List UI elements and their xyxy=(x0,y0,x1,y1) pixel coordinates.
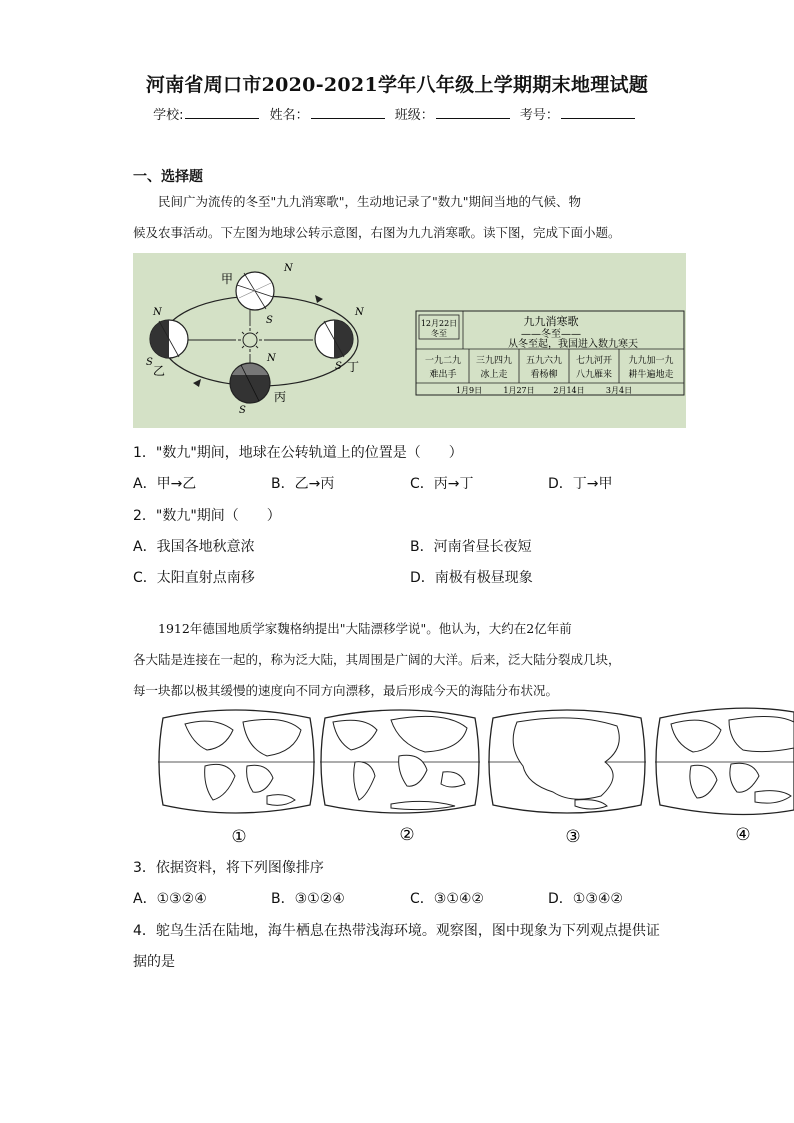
class-blank[interactable] xyxy=(436,106,510,119)
question-2-stem: 2．"数九"期间（ ） xyxy=(133,508,281,524)
q1-option-c[interactable]: C．丙→丁 xyxy=(410,476,474,492)
song-cell-top: 九九加一九 xyxy=(628,356,674,366)
song-line: 从冬至起，我国进入数九寒天 xyxy=(508,339,638,350)
position-label-jia: 甲 xyxy=(221,272,234,286)
continental-drift-maps xyxy=(155,700,794,850)
pole-n: N xyxy=(267,353,276,364)
orbit-and-song-figure xyxy=(133,253,686,428)
map-label-4: ④ xyxy=(735,825,751,845)
pole-n: N xyxy=(355,307,364,318)
date-box-date: 12月22日 xyxy=(420,319,458,328)
name-label: 姓名： xyxy=(269,108,309,123)
q2-option-c[interactable]: C．太阳直射点南移 xyxy=(133,570,255,586)
q3-option-d[interactable]: D．①③④② xyxy=(548,891,623,907)
sun-icon xyxy=(238,328,262,352)
passage-1 xyxy=(133,186,681,248)
student-info-line xyxy=(0,104,794,123)
pole-s: S xyxy=(335,361,342,372)
passage-2 xyxy=(133,613,681,706)
question-1-stem: 1．"数九"期间，地球在公转轨道上的位置是（ ） xyxy=(133,445,463,461)
song-cell-bottom: 耕牛遍地走 xyxy=(628,370,674,380)
q2-option-a[interactable]: A．我国各地秋意浓 xyxy=(133,539,255,555)
map-label-3: ③ xyxy=(565,827,581,847)
song-cell-top: 三九四九 xyxy=(475,356,513,366)
passage-2-line: 每一块都以极其缓慢的速度向不同方向漂移，最后形成今天的海陆分布状况。 xyxy=(133,683,559,698)
date-box-label: 冬至 xyxy=(431,329,447,338)
song-cell-top: 五九六九 xyxy=(525,356,563,366)
pole-n: N xyxy=(153,307,162,318)
school-blank[interactable] xyxy=(185,106,259,119)
song-cell-bottom: 看杨柳 xyxy=(530,370,558,380)
question-3-stem: 3．依据资料，将下列图像排序 xyxy=(133,860,324,876)
song-title: 九九消寒歌 xyxy=(523,315,579,328)
song-cell-top: 一九二九 xyxy=(424,356,462,366)
q1-option-d[interactable]: D．丁→甲 xyxy=(548,476,613,492)
number-label: 考号： xyxy=(519,108,559,123)
song-cell-bottom: 八九雁来 xyxy=(575,370,613,380)
song-table xyxy=(416,311,684,395)
q2-option-d[interactable]: D．南极有极昼现象 xyxy=(410,570,533,586)
maps-svg xyxy=(155,700,794,850)
q1-option-a[interactable]: A．甲→乙 xyxy=(133,476,197,492)
passage-2-line: 1912年德国地质学家魏格纳提出"大陆漂移学说"。他认为，大约在2亿年前 xyxy=(158,621,572,636)
globe-yi xyxy=(150,320,188,358)
q3-option-a[interactable]: A．①③②④ xyxy=(133,891,207,907)
orbit-diagram xyxy=(133,253,686,428)
position-label-ding: 丁 xyxy=(347,360,360,374)
q2-option-b[interactable]: B．河南省昼长夜短 xyxy=(410,539,532,555)
number-blank[interactable] xyxy=(561,106,635,119)
map-label-1: ① xyxy=(231,827,247,847)
passage-1-line: 民间广为流传的冬至"九九消寒歌"，生动地记录了"数九"期间当地的气候、物 xyxy=(158,194,581,209)
song-cell-top: 七九河开 xyxy=(575,356,613,366)
position-label-yi: 乙 xyxy=(153,364,166,378)
pole-s: S xyxy=(239,405,246,416)
section-heading: 一、选择题 xyxy=(133,169,203,185)
name-blank[interactable] xyxy=(311,106,385,119)
pole-s: S xyxy=(266,315,273,326)
song-date: 1月27日 xyxy=(503,386,535,395)
position-label-bing: 丙 xyxy=(274,390,287,404)
passage-1-line: 候及农事活动。下左图为地球公转示意图，右图为九九消寒歌。读下图，完成下面小题。 xyxy=(133,225,621,240)
song-date: 3月4日 xyxy=(605,386,633,395)
q1-option-b[interactable]: B．乙→丙 xyxy=(271,476,335,492)
q3-option-b[interactable]: B．③①②④ xyxy=(271,891,345,907)
q3-option-c[interactable]: C．③①④② xyxy=(410,891,484,907)
question-4-stem-line1: 4．鸵鸟生活在陆地，海牛栖息在热带浅海环境。观察图，图中现象为下列观点提供证 xyxy=(133,923,660,939)
map-label-2: ② xyxy=(399,825,415,845)
song-date: 1月9日 xyxy=(455,386,483,395)
pole-n: N xyxy=(284,263,293,274)
song-cell-bottom: 难出手 xyxy=(429,370,457,380)
pole-s: S xyxy=(146,357,153,368)
song-cell-bottom: 冰上走 xyxy=(480,370,508,380)
page-title: 河南省周口市2020-2021学年八年级上学期期末地理试题 xyxy=(145,74,649,96)
school-label: 学校: xyxy=(153,108,184,123)
globe-ding xyxy=(315,320,353,358)
globe-bing xyxy=(230,363,270,403)
song-date: 2月14日 xyxy=(553,386,585,395)
song-subtitle: ——冬至—— xyxy=(521,329,581,340)
passage-2-line: 各大陆是连接在一起的，称为泛大陆，其周围是广阔的大洋。后来，泛大陆分裂成几块， xyxy=(133,652,621,667)
class-label: 班级： xyxy=(394,108,434,123)
question-4-stem-line2: 据的是 xyxy=(133,954,175,970)
globe-jia xyxy=(236,272,274,310)
